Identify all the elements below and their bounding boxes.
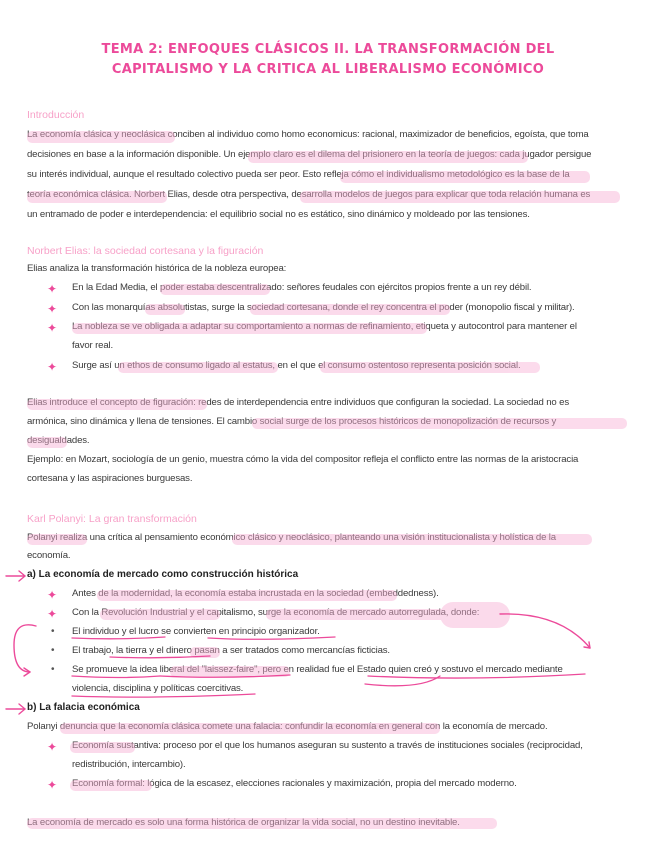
b-bullet-cont: redistribución, intercambio).	[72, 759, 186, 770]
bullet-marker: ✦	[47, 282, 58, 296]
elias-intro: Elias analiza la transformación histórica de la nobleza europea:	[27, 263, 287, 274]
polanyi-heading: Karl Polanyi: La gran transformación	[27, 513, 197, 525]
elias-para1-line: desigualdades.	[27, 435, 90, 446]
elias-para1-line: Elias introduce el concepto de figuración: redes de interdependencia entre individuos que configuran la sociedad. La sociedad no es	[27, 397, 569, 408]
bullet-marker: ✦	[47, 740, 58, 754]
b-intro: Polanyi denuncia que la economía clásica comete una falacia: confundir la economía en general con la economía de mercado.	[27, 721, 548, 732]
elias-bullet-cont: favor real.	[72, 340, 114, 351]
bullet-marker: ✦	[47, 588, 58, 602]
a-sub-item-cont: violencia, disciplina y políticas coercitivas.	[72, 683, 244, 694]
bullet-marker: ✦	[47, 778, 58, 792]
elias-bullet: Surge así un ethos de consumo ligado al estatus, en el que el consumo ostentoso representa posición social.	[72, 360, 521, 371]
elias-bullet: Con las monarquías absolutistas, surge la sociedad cortesana, donde el rey concentra el poder (monopolio fiscal y militar).	[72, 302, 575, 313]
elias-para1-line: armónica, sino dinámica y llena de tensiones. El cambio social surge de los procesos históricos de monopolización de recursos y	[27, 416, 557, 427]
page-title-line1: TEMA 2: ENFOQUES CLÁSICOS II. LA TRANSFORMACIÓN DEL	[101, 42, 555, 57]
a-bullet: Con la Revolución Industrial y el capitalismo, surge la economía de mercado autorregulada, donde:	[72, 607, 480, 618]
sub-bullet-dot: •	[51, 645, 55, 656]
sub-bullet-dot: •	[51, 626, 55, 637]
elias-heading: Norbert Elias: la sociedad cortesana y la figuración	[27, 245, 264, 257]
intro-line: teoría económica clásica. Norbert Elias, desde otra perspectiva, desarrolla modelos de juegos para explicar que toda relación humana es	[27, 189, 591, 200]
intro-line: decisiones en base a la información disponible. Un ejemplo claro es el dilema del prisionero en la teoría de juegos: cada jugador persigue	[27, 149, 592, 160]
bullet-marker: ✦	[47, 321, 58, 335]
a-sub-item: El individuo y el lucro se convierten en principio organizador.	[72, 626, 320, 637]
closing-line: La economía de mercado es solo una forma histórica de organizar la vida social, no un destino inevitable.	[27, 817, 460, 828]
intro-line: un entramado de poder e interdependencia: el equilibrio social no es estático, sino dinámico y moldeado por las tensiones.	[27, 209, 530, 220]
intro-line: La economía clásica y neoclásica conciben al individuo como homo economicus: racional, maximizador de beneficios, egoísta, que toma	[27, 129, 589, 140]
bullet-marker: ✦	[47, 607, 58, 621]
bullet-marker: ✦	[47, 360, 58, 374]
elias-para2-line: cortesana y las aspiraciones burguesas.	[27, 473, 193, 484]
intro-heading: Introducción	[27, 109, 85, 121]
b-bullet: Economía sustantiva: proceso por el que los humanos aseguran su sustento a través de instituciones sociales (reciprocidad,	[72, 740, 583, 751]
b-bullet: Economía formal: lógica de la escasez, elecciones racionales y maximización, propia del mercado moderno.	[72, 778, 517, 789]
polanyi-intro-line: economía.	[27, 550, 71, 561]
sub-bullet-dot: •	[51, 664, 55, 675]
elias-bullet: La nobleza se ve obligada a adaptar su comportamiento a normas de refinamiento, etiqueta y autocontrol para mantener el	[72, 321, 577, 332]
a-sub-item: Se promueve la idea liberal del "laissez-faire", pero en realidad fue el Estado quien creó y sostuvo el mercado mediante	[72, 664, 563, 675]
a-bullet: Antes de la modernidad, la economía estaba incrustada en la sociedad (embeddedness).	[72, 588, 439, 599]
page-title-line2: CAPITALISMO Y LA CRITICA AL LIBERALISMO ECONÓMICO	[111, 62, 545, 77]
polanyi-intro-line: Polanyi realiza una crítica al pensamiento económico clásico y neoclásico, planteando una visión institucionalista y holística de la	[27, 532, 556, 543]
intro-line: su interés individual, aunque el resultado colectivo pueda ser peor. Esto refleja cómo el individualismo metodológico es la base de la	[27, 169, 570, 180]
subheading-b: b) La falacia económica	[27, 702, 140, 713]
bullet-marker: ✦	[47, 302, 58, 316]
elias-bullet: En la Edad Media, el poder estaba descentralizado: señores feudales con ejércitos propios frente a un rey débil.	[72, 282, 532, 293]
subheading-a: a) La economía de mercado como construcción histórica	[27, 569, 299, 580]
elias-para2-line: Ejemplo: en Mozart, sociología de un genio, muestra cómo la vida del compositor refleja el conflicto entre las normas de la aristocracia	[27, 454, 579, 465]
a-sub-item: El trabajo, la tierra y el dinero pasan a ser tratados como mercancías ficticias.	[72, 645, 390, 656]
